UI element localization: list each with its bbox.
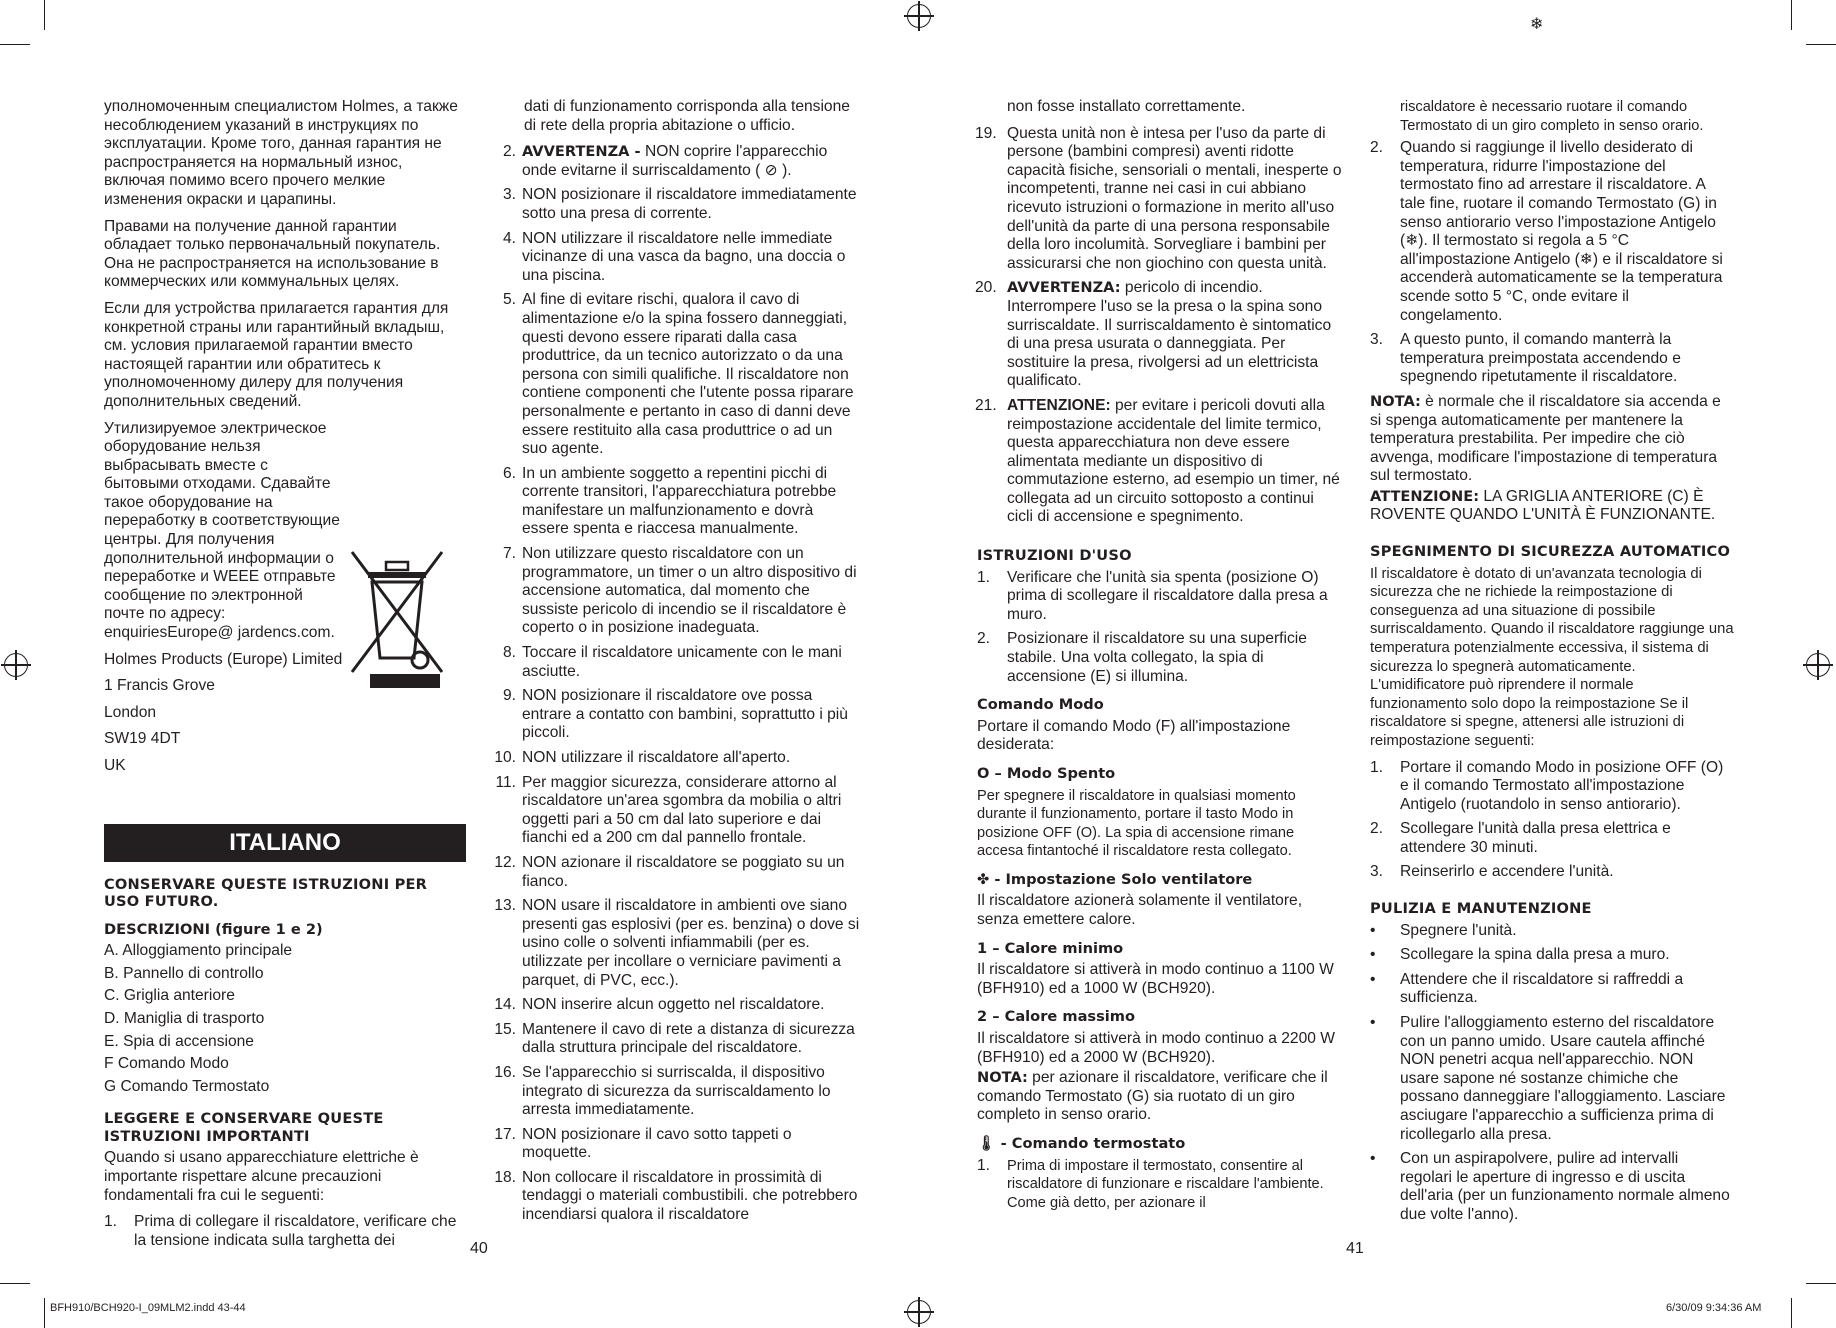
paragraph: NOTA: per azionare il riscaldatore, verificare che il comando Termostato (G) sia ruotato di un giro completo in senso orario. [977, 1069, 1328, 1124]
footer-file: BFH910/BCH920-I_09MLM2.indd 43-44 [50, 1302, 246, 1314]
paragraph: riscaldatore è necessario ruotare il comando Termostato di un giro completo in senso orario. [1400, 99, 1704, 134]
page-number: 40 [470, 1240, 488, 1257]
paragraph: Утилизируемое электрическое оборудование нельзя выбрасывать вместе с бытовыми отходами. Сдавайте такое оборудование на переработку в соответствующие центры. Для получения дополнительной информации о переработке и WEEE отправьте сообщение по электронной почте по адресу: enquiriesEurope@ jardencs.com. [104, 419, 340, 642]
crop-mark [1806, 1283, 1836, 1284]
list-item: • Scollegare la spina dalla presa a muro. [1370, 946, 1670, 964]
list-item: 2. Posizionare il riscaldatore su una superficie stabile. Una volta collegato, la spia di accensione (E) si illumina. [977, 630, 1307, 685]
safety-list [977, 125, 1342, 527]
paragraph: Quando si usano apparecchiature elettriche è importante rispettare alcune precauzioni fondamentali fra cui le seguenti: [104, 1149, 419, 1204]
list-item: 19. Questa unità non è intesa per l'uso da parte di persone (bambini compresi) aventi ridotte capacità fisiche, sensoriali o mentali, inesperte o incompetenti, tranne nei casi in cui abbiano ricevuto istruzioni o formazione in merito all'uso dell'unità da parte di una persona responsabile della loro incolumità. Sorvegliare i bambini per assicurarsi che non giochino con questa unità. [975, 124, 1342, 272]
paragraph: NOTA: è normale che il riscaldatore sia accenda e si spenga automaticamente per mantenere la temperatura prestabilita. Per impedire che ciò avvenga, modificare l'impostazione di temperatura sul termostato. [1370, 392, 1721, 485]
list-item: 3. Reinserirlo e accendere l'unità. [1370, 863, 1614, 881]
safety-list [492, 143, 860, 1224]
list-item: 2. AVVERTENZA - NON coprire l'apparecchio onde evitarne il surriscaldamento ( ⊘ ). [502, 143, 828, 179]
list-item: 16. Se l'apparecchio si surriscalda, il dispositivo integrato di sicurezza da surriscaldamento lo arresta immediatamente. [494, 1063, 831, 1119]
address-line: UK [104, 757, 126, 774]
list-item: 10. NON utilizzare il riscaldatore all'aperto. [494, 749, 791, 766]
list-item: F Comando Modo [104, 1055, 229, 1073]
list-item: 8. Toccare il riscaldatore unicamente con le mani asciutte. [502, 644, 842, 680]
list-item: 1. Verificare che l'unità sia spenta (posizione O) prima di scollegare il riscaldatore dalla presa a muro. [977, 568, 1328, 623]
list-item: 2. Scollegare l'unità dalla presa elettrica e attendere 30 minuti. [1370, 820, 1671, 856]
list-item: 5. Al fine di evitare rischi, qualora il cavo di alimentazione e/o la spina fossero danneggiati, questi devono essere riparati dalla casa produttrice, da un tecnico autorizzato o da una persona con simili qualifiche. Il riscaldatore non contiene componenti che l'utente possa riparare personalmente e pertanto in caso di danni deve essere restituito alla casa produttrice o ad un suo agente. [502, 291, 854, 458]
section-heading: LEGGERE E CONSERVARE QUESTE ISTRUZIONI IMPORTANTI [104, 1110, 384, 1145]
thermometer-icon: 🌡 [977, 1135, 996, 1152]
crop-mark [1806, 44, 1836, 45]
paragraph: Если для устройства прилагается гарантия для конкретной страны или гарантийный вкладыш, см. условия прилагаемой гарантии вместо настоящей гарантии или обратитесь к уполномоченному дилеру для получения дополнительных сведений. [104, 299, 449, 410]
list-item: 6. In un ambiente soggetto a repentini picchi di corrente transitori, l'apparecchiatura potrebbe manifestare un malfunzionamento e dovrà essere spenta e riaccesa manualmente. [502, 464, 837, 538]
list-item: D. Maniglia di trasporto [104, 1009, 265, 1027]
list-item: E. Spia di accensione [104, 1032, 254, 1050]
paragraph: ATTENZIONE: LA GRIGLIA ANTERIORE (C) È ROVENTE QUANDO L'UNITÀ È FUNZIONANTE. [1370, 487, 1716, 524]
list-item: 13. NON usare il riscaldatore in ambienti ove siano presenti gas esplosivi (per es. benzina) o dove si usino colle o solventi infiammabili (per es. utilizzate per incollare o verniciare pavimenti a parquet, di PVC, ecc.). [494, 897, 860, 989]
list-item: 15. Mantenere il cavo di rete a distanza di sicurezza dalla struttura principale del riscaldatore. [494, 1020, 855, 1057]
column-2 [492, 98, 860, 1231]
list-item: 20. AVVERTENZA: pericolo di incendio. Interrompere l'uso se la presa o la spina sono surriscaldate. Il surriscaldamento è sintomatico di una presa usurata o danneggiata. Per sostituire la presa, rivolgersi ad un elettricista qualificato. [975, 279, 1332, 390]
instructions-list [977, 1157, 1342, 1213]
weee-bin-icon [346, 548, 448, 693]
crop-mark [0, 44, 30, 45]
safety-list [104, 1213, 466, 1250]
cleaning-list [1370, 922, 1734, 1225]
registration-mark-icon [4, 653, 28, 677]
paragraph: non fosse installato correttamente. [1007, 98, 1246, 115]
address-line: SW19 4DT [104, 730, 181, 748]
registration-mark-icon [1806, 653, 1830, 677]
reset-list [1370, 759, 1734, 883]
list-item: G Comando Termostato [104, 1077, 270, 1095]
address-block [104, 651, 344, 776]
registration-mark-icon [907, 1300, 931, 1324]
list-item: 1. Prima di impostare il termostato, consentire al riscaldatore di funzionare e riscaldare l'ambiente. Come già detto, per azionare il [977, 1156, 1324, 1211]
section-heading: ISTRUZIONI D'USO [977, 547, 1132, 565]
column-4 [1370, 98, 1734, 1230]
section-heading: PULIZIA E MANUTENZIONE [1370, 900, 1592, 918]
list-text: Prima di collegare il riscaldatore, verificare che la tensione indicata sulla targhetta dei [134, 1213, 457, 1249]
paragraph: Il riscaldatore azionerà solamente il ventilatore, senza emettere calore. [977, 892, 1303, 929]
instructions-list [1370, 139, 1734, 387]
address-line: London [104, 703, 157, 721]
list-item: A. Alloggiamento principale [104, 942, 293, 960]
paragraph: уполномоченным специалистом Holmes, а также несоблюдением указаний в инструкциях по эксплуатации. Кроме того, данная гарантия не распространяется на нормальный износ, включая помимо всего прочего мелкие изменения окраски и царапины. [104, 98, 458, 208]
paragraph: Portare il comando Modo (F) all'impostazione desiderata: [977, 717, 1291, 754]
address-line: 1 Francis Grove [104, 677, 215, 695]
list-item: 4. NON utilizzare il riscaldatore nelle immediate vicinanze di una vasca da bagno, una doccia o una piscina. [502, 229, 846, 284]
list-item: B. Pannello di controllo [104, 964, 264, 982]
list-number: 1. [104, 1213, 118, 1231]
list-item: 1. Portare il comando Modo in posizione OFF (O) e il comando Termostato all'impostazione Antigelo (ruotandolo in senso antiorario). [1370, 758, 1724, 813]
list-item: 17. NON posizionare il cavo sotto tappeti o moquette. [494, 1125, 792, 1162]
paragraph: Il riscaldatore si attiverà in modo continuo a 1100 W (BFH910) ed a 1000 W (BCH920). [977, 961, 1334, 997]
subheading: Comando Modo [977, 696, 1104, 714]
crop-mark [1791, 0, 1792, 30]
subheading: 2 – Calore massimo [977, 1008, 1136, 1026]
paragraph: Правами на получение данной гарантии обладает только первоначальный покупатель. Она не распространяется на использование в коммерческих или коммунальных целях. [104, 217, 441, 291]
instructions-list [977, 569, 1342, 687]
list-item: • Spegnere l'unità. [1370, 921, 1517, 939]
parts-list [104, 942, 466, 1096]
list-item: 7. Non utilizzare questo riscaldatore con un programmatore, un timer o un altro dispositivo di accensione automatica, dal momento che sussiste pericolo di incendio se il riscaldatore è coperto o in posizione inadeguata. [502, 545, 857, 637]
footer-date: 6/30/09 9:34:36 AM [1666, 1302, 1762, 1314]
crop-mark [0, 1283, 30, 1284]
subheading: 1 – Calore minimo [977, 939, 1124, 957]
list-item: 2. Quando si raggiunge il livello desiderato di temperatura, ridurre l'impostazione del termostato fino ad arrestare il riscaldatore. A tale fine, ruotare il comando Termostato (G) in senso antiorario verso l'impostazione Antigelo (❄). Il termostato si regola a 5 °C all'impostazione Antigelo (❄) e il riscaldatore si accenderà automaticamente se la temperatura scende sotto 5 °C, onde evitare il congelamento. [1370, 139, 1723, 324]
list-item: 3. A questo punto, il comando manterrà la temperatura preimpostata accendendo e spegnendo ripetutamente il riscaldatore. [1370, 331, 1681, 386]
list-item: • Con un aspirapolvere, pulire ad intervalli regolari le aperture di ingresso e di uscita dell'aria (per un funzionamento normale almeno due volte l'anno). [1370, 1150, 1730, 1223]
subheading: ✤ - Impostazione Solo ventilatore [977, 870, 1253, 888]
list-item: • Pulire l'alloggiamento esterno del riscaldatore con un panno umido. Usare cautela affinché NON penetri acqua nell'apparecchio. NON usare sapone né sostanze chimiche che possano danneggiare l'alloggiamento. Lasciare asciugare l'apparecchio a sufficienza prima di ricollegarlo alla presa. [1370, 1013, 1726, 1143]
list-item: 11. Per maggior sicurezza, considerare attorno al riscaldatore un'area sgombra da mobilia o altri oggetti pari a 50 cm dal lato superiore e dai fianchi ed a 200 cm dal pannello frontale. [495, 773, 842, 847]
list-item: 18. Non collocare il riscaldatore in prossimità di tendaggi o materiali combustibili. che potrebbero incendiarsi qualora il riscaldatore [494, 1168, 858, 1224]
crop-mark [44, 1298, 45, 1328]
paragraph: Il riscaldatore si attiverà in modo continuo a 2200 W (BFH910) ed a 2000 W (BCH920). [977, 1030, 1335, 1066]
section-banner: ITALIANO [104, 824, 466, 862]
section-heading: SPEGNIMENTO DI SICUREZZA AUTOMATICO [1370, 543, 1731, 561]
paragraph: dati di funzionamento corrisponda alla tensione di rete della propria abitazione o ufficio. [524, 98, 850, 134]
subheading: O – Modo Spento [977, 764, 1116, 782]
crop-mark [44, 0, 45, 30]
list-item: • Attendere che il riscaldatore si raffreddi a sufficienza. [1370, 970, 1684, 1007]
subheading: 🌡 - Comando termostato [977, 1135, 1186, 1152]
section-heading: CONSERVARE QUESTE ISTRUZIONI PER USO FUTURO. [104, 875, 428, 911]
frost-symbol-icon: ❄ [1530, 16, 1544, 33]
list-item: 14. NON inserire alcun oggetto nel riscaldatore. [494, 996, 825, 1014]
page-number: 41 [1346, 1240, 1364, 1257]
registration-mark-icon [907, 4, 931, 28]
list-item [104, 1213, 466, 1250]
list-item: C. Griglia anteriore [104, 987, 235, 1005]
list-item: 9. NON posizionare il riscaldatore ove possa entrare a contatto con bambini, soprattutto i più piccoli. [502, 687, 848, 742]
column-3 [977, 98, 1342, 1218]
fan-icon: ✤ [977, 870, 990, 888]
section-heading: DESCRIZIONI (figure 1 e 2) [104, 920, 323, 938]
paragraph: Per spegnere il riscaldatore in qualsiasi momento durante il funzionamento, portare il tasto Modo in posizione OFF (O). La spia di accensione rimane accesa fintantoché il riscaldatore resta collegato. [977, 787, 1296, 860]
list-item: 21. ATTENZIONE: per evitare i pericoli dovuti alla reimpostazione accidentale del limite termico, questa apparecchiatura non deve essere alimentata mediante un dispositivo di commutazione esterno, ad esempio un timer, né collegata ad un circuito sottoposto a continui cicli di accensione e spegnimento. [975, 396, 1340, 526]
crop-mark [1791, 1298, 1792, 1328]
list-item: 3. NON posizionare il riscaldatore immediatamente sotto una presa di corrente. [502, 186, 857, 222]
paragraph: Il riscaldatore è dotato di un'avanzata tecnologia di sicurezza che ne richiede la reimpostazione di conseguenza ad una situazione di possibile surriscaldamento. Quando il riscaldatore raggiunge una temperatura potenzialmente eccessiva, il sistema di sicurezza lo spegnerà automaticamente. L'umidificatore può riprendere il normale funzionamento solo dopo la reimpostazione Se il riscaldatore si spegne, attenersi alle istruzioni di reimpostazione seguenti: [1370, 565, 1734, 749]
list-item: 12. NON azionare il riscaldatore se poggiato su un fianco. [494, 853, 845, 890]
address-line: Holmes Products (Europe) Limited [104, 650, 343, 668]
